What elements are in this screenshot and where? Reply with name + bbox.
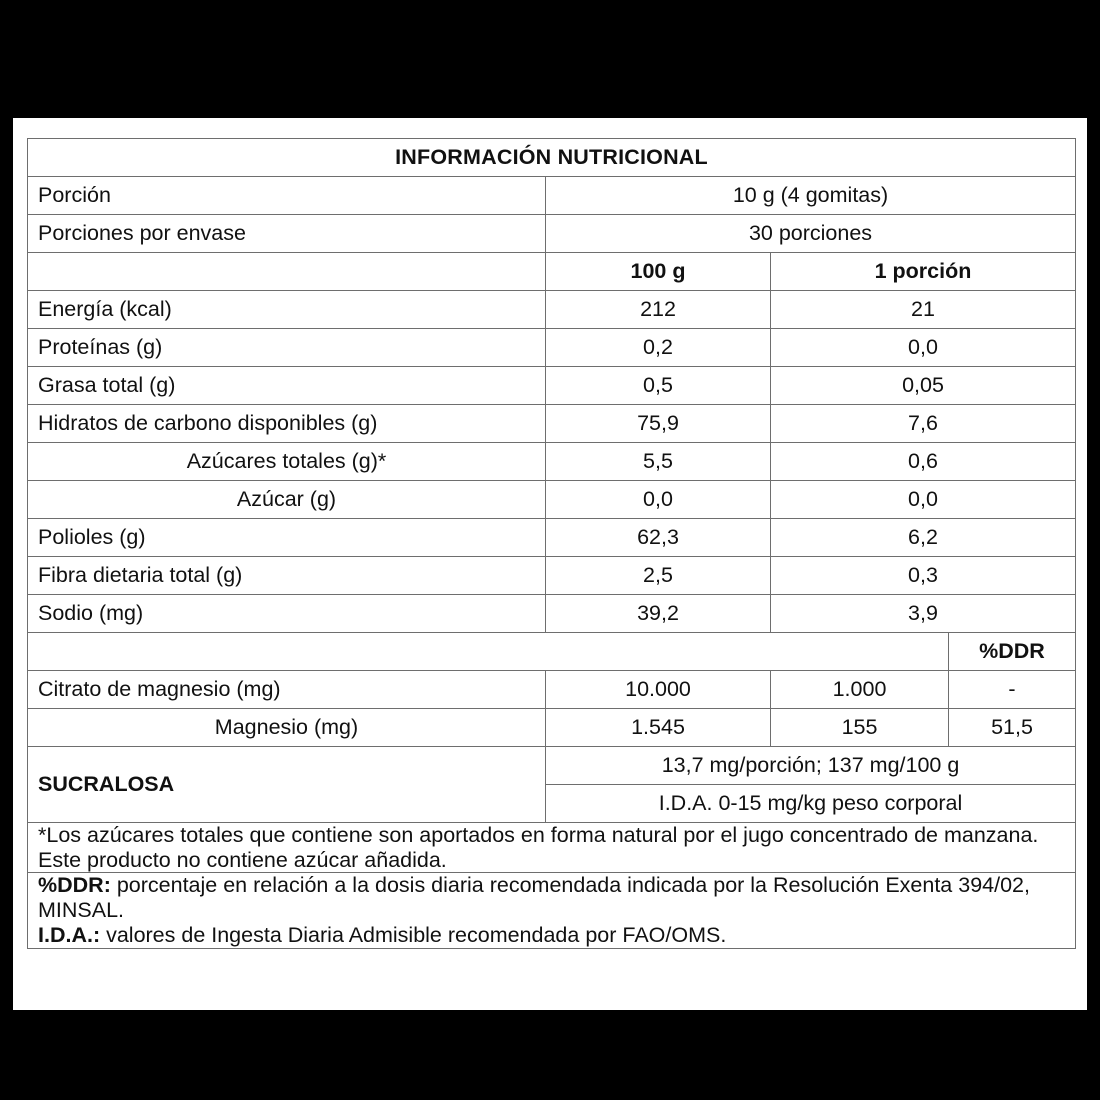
column-header-per-serving: 1 porción [771, 253, 1076, 291]
ida-note-prefix: I.D.A.: [38, 922, 101, 947]
nutrient-label: Proteínas (g) [28, 329, 546, 367]
table-row [28, 329, 1076, 367]
nutrient-per-serving: 7,6 [771, 405, 1076, 443]
nutrient-label: Grasa total (g) [28, 367, 546, 405]
table-title: INFORMACIÓN NUTRICIONAL [28, 139, 1076, 177]
nutrient-per-100g: 39,2 [546, 595, 771, 633]
nutrient-per-100g: 2,5 [546, 557, 771, 595]
column-header-per-100g: 100 g [546, 253, 771, 291]
column-header-ddr: %DDR [949, 633, 1076, 671]
mineral-label: Citrato de magnesio (mg) [28, 671, 546, 709]
table-row [28, 709, 1076, 747]
ddr-note-text: porcentaje en relación a la dosis diaria recomendada indicada por la Resolución Exenta 394/02, MINSAL. [38, 873, 1030, 923]
mineral-ddr: - [949, 671, 1076, 709]
table-row-sucralosa-amount [28, 747, 1076, 785]
sucralosa-ida: I.D.A. 0-15 mg/kg peso corporal [546, 785, 1076, 823]
nutrient-label: Azúcar (g) [28, 481, 546, 519]
nutrient-label: Azúcares totales (g)* [28, 443, 546, 481]
table-row-servings-per-container [28, 215, 1076, 253]
nutrient-per-serving: 0,05 [771, 367, 1076, 405]
nutrient-per-100g: 0,0 [546, 481, 771, 519]
nutrient-per-serving: 21 [771, 291, 1076, 329]
mineral-per-serving: 155 [771, 709, 949, 747]
table-row [28, 405, 1076, 443]
nutrient-per-serving: 0,0 [771, 329, 1076, 367]
ida-note-text: valores de Ingesta Diaria Admisible recomendada por FAO/OMS. [100, 922, 727, 947]
nutrient-per-100g: 212 [546, 291, 771, 329]
nutrient-per-100g: 0,2 [546, 329, 771, 367]
table-row [28, 519, 1076, 557]
table-row [28, 671, 1076, 709]
legal-notes [28, 873, 1076, 948]
table-row [28, 557, 1076, 595]
column-header-blank [28, 253, 546, 291]
nutrient-per-serving: 0,6 [771, 443, 1076, 481]
nutrient-per-serving: 0,3 [771, 557, 1076, 595]
mineral-per-100g: 1.545 [546, 709, 771, 747]
ida-note [38, 923, 1065, 948]
table-row-sugar-note [28, 823, 1076, 873]
nutrient-per-100g: 62,3 [546, 519, 771, 557]
mineral-per-100g: 10.000 [546, 671, 771, 709]
table-row-title [28, 139, 1076, 177]
table-row-column-headers [28, 253, 1076, 291]
ddr-note [38, 873, 1065, 922]
table-row [28, 443, 1076, 481]
nutrient-per-serving: 0,0 [771, 481, 1076, 519]
nutrient-per-100g: 0,5 [546, 367, 771, 405]
mineral-label: Magnesio (mg) [28, 709, 546, 747]
servings-per-container-value: 30 porciones [546, 215, 1076, 253]
table-row [28, 481, 1076, 519]
table-row-ddr-header [28, 633, 1076, 671]
nutrition-facts-table [27, 138, 1076, 949]
serving-label: Porción [28, 177, 546, 215]
sugar-note: *Los azúcares totales que contiene son aportados en forma natural por el jugo concentrado de manzana. Este producto no contiene azúcar añadida. [28, 823, 1076, 873]
table-row [28, 595, 1076, 633]
sucralosa-amount: 13,7 mg/porción; 137 mg/100 g [546, 747, 1076, 785]
nutrient-per-100g: 5,5 [546, 443, 771, 481]
nutrient-label: Energía (kcal) [28, 291, 546, 329]
nutrient-per-serving: 3,9 [771, 595, 1076, 633]
nutrient-label: Fibra dietaria total (g) [28, 557, 546, 595]
ddr-note-prefix: %DDR: [38, 873, 111, 898]
table-row [28, 367, 1076, 405]
table-row-legal-notes [28, 873, 1076, 948]
nutrient-per-100g: 75,9 [546, 405, 771, 443]
mineral-per-serving: 1.000 [771, 671, 949, 709]
nutrition-label-panel [13, 118, 1087, 1010]
serving-value: 10 g (4 gomitas) [546, 177, 1076, 215]
nutrient-per-serving: 6,2 [771, 519, 1076, 557]
ddr-header-blank [28, 633, 949, 671]
table-row-serving [28, 177, 1076, 215]
nutrient-label: Polioles (g) [28, 519, 546, 557]
nutrient-label: Sodio (mg) [28, 595, 546, 633]
servings-per-container-label: Porciones por envase [28, 215, 546, 253]
table-row [28, 291, 1076, 329]
sucralosa-label: SUCRALOSA [28, 747, 546, 823]
nutrient-label: Hidratos de carbono disponibles (g) [28, 405, 546, 443]
mineral-ddr: 51,5 [949, 709, 1076, 747]
